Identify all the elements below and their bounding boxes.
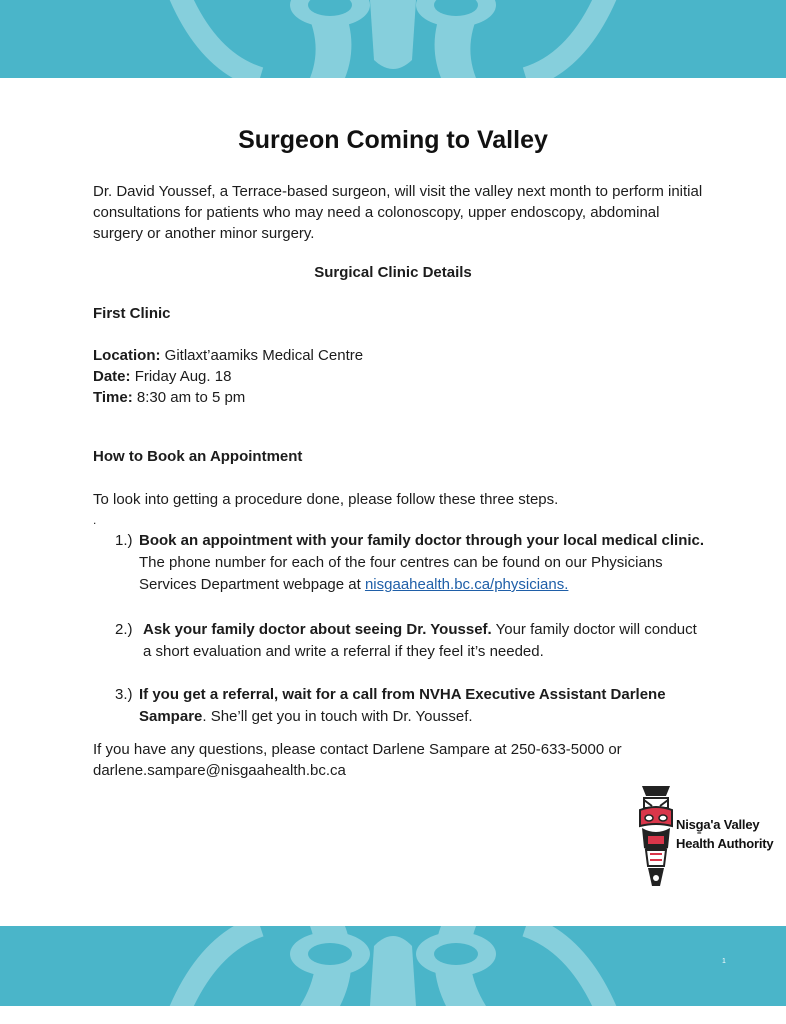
date-value: Friday Aug. 18 — [134, 368, 232, 385]
how-to-book-heading: How to Book an Appointment — [93, 448, 303, 465]
step-bold: Ask your family doctor about seeing Dr. Youssef. — [143, 621, 492, 638]
location-label: Location: — [93, 347, 161, 364]
page-title: Surgeon Coming to Valley — [238, 126, 548, 154]
header-banner — [0, 0, 786, 78]
step-text: Your family doctor will conduct a short evaluation and write a referral if they feel it’s needed. — [143, 621, 697, 660]
stray-dot: . — [93, 513, 97, 527]
logo-line-1: Nisg̱a'a Valley — [676, 817, 760, 832]
date-label: Date: — [93, 368, 131, 385]
step-number: 3.) — [115, 686, 133, 703]
step-number: 1.) — [115, 532, 133, 549]
location-line — [93, 345, 363, 366]
step-number: 2.) — [115, 621, 133, 638]
time-label: Time: — [93, 389, 133, 406]
formline-art — [0, 926, 786, 1006]
location-value: Gitlaxt’aamiks Medical Centre — [164, 347, 364, 364]
logo-line-2: Health Authority — [676, 836, 774, 851]
contact-paragraph: If you have any questions, please contact Darlene Sampare at 250-633-5000 or darlene.sampare@nisgaahealth.bc.ca — [93, 741, 622, 779]
steps-intro: To look into getting a procedure done, please follow these three steps. — [93, 491, 559, 508]
logo-wordmark — [676, 815, 773, 853]
clinic-details-heading: Surgical Clinic Details — [314, 264, 472, 281]
first-clinic-heading: First Clinic — [93, 305, 171, 322]
time-line — [93, 387, 245, 408]
step-2 — [115, 619, 705, 663]
step-bold: Book an appointment with your family doctor through your local medical clinic. — [139, 532, 705, 549]
formline-art — [0, 0, 786, 78]
step-3 — [115, 684, 705, 728]
physicians-link[interactable]: nisgaahealth.bc.ca/physicians. — [364, 576, 569, 593]
step-bold: If you get a referral, wait for a call from NVHA Executive Assistant Darlene Sampare — [139, 686, 666, 725]
step-text: The phone number for each of the four centres can be found on our Physicians Services Department webpage at — [139, 554, 663, 593]
step-1 — [115, 530, 705, 596]
footer-banner — [0, 926, 786, 1006]
step-text: . She’ll get you in touch with Dr. Youssef. — [202, 708, 473, 725]
date-line — [93, 366, 231, 387]
page-number: 1 — [722, 958, 726, 965]
intro-paragraph: Dr. David Youssef, a Terrace-based surgeon, will visit the valley next month to perform initial consultations for patients who may need a colonoscopy, upper endoscopy, abdominal surgery or another minor surgery. — [93, 183, 703, 242]
time-value: 8:30 am to 5 pm — [136, 389, 246, 406]
